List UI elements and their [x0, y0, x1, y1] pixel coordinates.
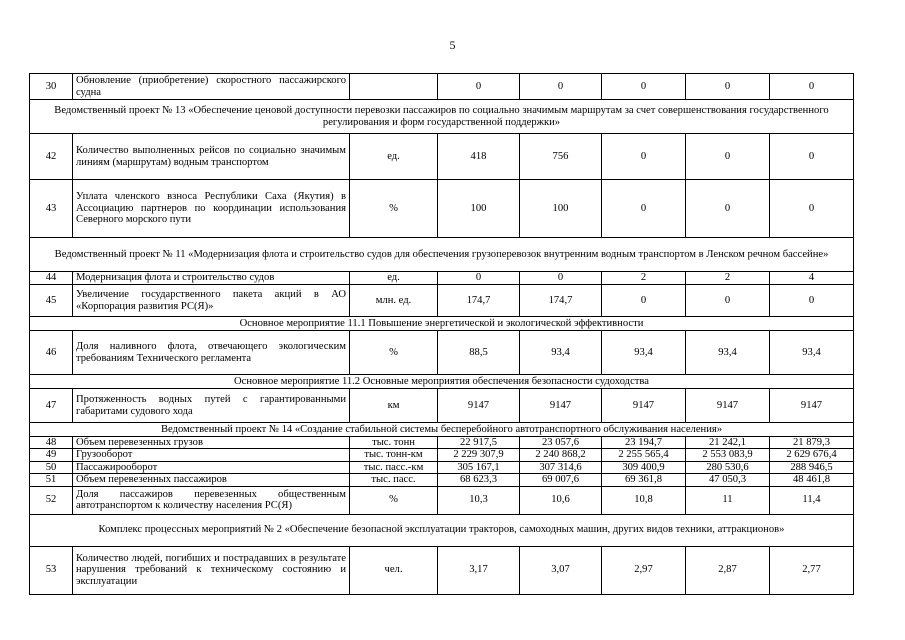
value-cell: 93,4 [602, 331, 686, 375]
section-title: Основное мероприятие 11.2 Основные мероприятия обеспечения безопасности судоходства [30, 375, 854, 389]
unit-cell: тыс. тонн-км [350, 449, 438, 461]
value-cell: 174,7 [520, 285, 602, 317]
value-cell: 0 [602, 285, 686, 317]
row-number: 50 [30, 461, 73, 473]
unit-cell: чел. [350, 546, 438, 594]
row-number: 53 [30, 546, 73, 594]
value-cell: 3,07 [520, 546, 602, 594]
value-cell: 88,5 [438, 331, 520, 375]
table-row [30, 389, 854, 423]
value-cell: 0 [770, 180, 854, 238]
indicator-name: Объем перевезенных пассажиров [73, 474, 350, 486]
indicator-name: Обновление (приобретение) скоростного пассажирского судна [73, 74, 350, 100]
section-header-row [30, 100, 854, 134]
value-cell: 23 194,7 [602, 437, 686, 449]
row-number: 45 [30, 285, 73, 317]
section-header-row [30, 423, 854, 437]
value-cell: 309 400,9 [602, 461, 686, 473]
value-cell: 2 553 083,9 [686, 449, 770, 461]
value-cell: 756 [520, 134, 602, 180]
row-number: 51 [30, 474, 73, 486]
value-cell: 0 [438, 272, 520, 285]
section-header-row [30, 514, 854, 546]
table-row [30, 134, 854, 180]
value-cell: 2 [602, 272, 686, 285]
indicator-name: Протяженность водных путей с гарантированными габаритами судового хода [73, 389, 350, 423]
row-number: 46 [30, 331, 73, 375]
table-row [30, 285, 854, 317]
table-row [30, 180, 854, 238]
value-cell: 48 461,8 [770, 474, 854, 486]
value-cell: 2 255 565,4 [602, 449, 686, 461]
value-cell: 4 [770, 272, 854, 285]
unit-cell: млн. ед. [350, 285, 438, 317]
section-header-row [30, 238, 854, 272]
unit-cell: % [350, 180, 438, 238]
value-cell: 10,6 [520, 486, 602, 514]
value-cell: 23 057,6 [520, 437, 602, 449]
value-cell: 288 946,5 [770, 461, 854, 473]
value-cell: 100 [520, 180, 602, 238]
value-cell: 2,77 [770, 546, 854, 594]
unit-cell: тыс. тонн [350, 437, 438, 449]
value-cell: 2,97 [602, 546, 686, 594]
indicator-name: Доля наливного флота, отвечающего экологическим требованиям Технического регламента [73, 331, 350, 375]
table-row [30, 272, 854, 285]
table-row [30, 74, 854, 100]
value-cell: 2 629 676,4 [770, 449, 854, 461]
value-cell: 305 167,1 [438, 461, 520, 473]
value-cell: 100 [438, 180, 520, 238]
indicator-name: Количество выполненных рейсов по социально значимым линиям (маршрутам) водным транспортом [73, 134, 350, 180]
row-number: 43 [30, 180, 73, 238]
value-cell: 10,3 [438, 486, 520, 514]
value-cell: 0 [602, 134, 686, 180]
value-cell: 0 [770, 285, 854, 317]
row-number: 49 [30, 449, 73, 461]
value-cell: 21 242,1 [686, 437, 770, 449]
section-title: Ведомственный проект № 11 «Модернизация флота и строительство судов для обеспечения грузоперевозок внутренним водным транспортом в Ленском речном бассейне» [30, 238, 854, 272]
unit-cell: % [350, 331, 438, 375]
indicators-table [29, 73, 854, 595]
table-body [30, 74, 854, 595]
value-cell: 0 [686, 180, 770, 238]
value-cell: 22 917,5 [438, 437, 520, 449]
row-number: 52 [30, 486, 73, 514]
value-cell: 174,7 [438, 285, 520, 317]
value-cell: 9147 [438, 389, 520, 423]
unit-cell [350, 74, 438, 100]
value-cell: 93,4 [686, 331, 770, 375]
table-row [30, 449, 854, 461]
section-title: Ведомственный проект № 13 «Обеспечение ценовой доступности перевозки пассажиров по социально значимым маршрутам за счет совершенствования государственного регулирования и форм государственной поддержки» [30, 100, 854, 134]
value-cell: 93,4 [770, 331, 854, 375]
page-number: 5 [449, 38, 456, 52]
value-cell: 307 314,6 [520, 461, 602, 473]
section-header-row [30, 317, 854, 331]
section-title: Комплекс процессных мероприятий № 2 «Обеспечение безопасной эксплуатации тракторов, самоходных машин, других видов техники, аттракционов» [30, 514, 854, 546]
value-cell: 9147 [602, 389, 686, 423]
indicator-name: Доля пассажиров перевезенных общественным автотранспортом к количеству населения РС(Я) [73, 486, 350, 514]
value-cell: 0 [520, 74, 602, 100]
indicator-name: Объем перевезенных грузов [73, 437, 350, 449]
indicator-name: Грузооборот [73, 449, 350, 461]
value-cell: 21 879,3 [770, 437, 854, 449]
value-cell: 2 240 868,2 [520, 449, 602, 461]
value-cell: 2 [686, 272, 770, 285]
indicator-name: Уплата членского взноса Республики Саха (Якутия) в Ассоциацию партнеров по координации использования Северного морского пути [73, 180, 350, 238]
indicator-name: Пассажирооборот [73, 461, 350, 473]
value-cell: 0 [686, 134, 770, 180]
value-cell: 47 050,3 [686, 474, 770, 486]
value-cell: 68 623,3 [438, 474, 520, 486]
value-cell: 0 [438, 74, 520, 100]
table-row [30, 486, 854, 514]
row-number: 44 [30, 272, 73, 285]
unit-cell: тыс. пасс.-км [350, 461, 438, 473]
value-cell: 0 [520, 272, 602, 285]
value-cell: 0 [602, 180, 686, 238]
table-row [30, 437, 854, 449]
value-cell: 11 [686, 486, 770, 514]
value-cell: 69 361,8 [602, 474, 686, 486]
indicator-name: Модернизация флота и строительство судов [73, 272, 350, 285]
value-cell: 280 530,6 [686, 461, 770, 473]
table-row [30, 474, 854, 486]
value-cell: 418 [438, 134, 520, 180]
value-cell: 3,17 [438, 546, 520, 594]
table-row [30, 546, 854, 594]
table-row [30, 331, 854, 375]
row-number: 42 [30, 134, 73, 180]
value-cell: 0 [770, 74, 854, 100]
indicator-name: Количество людей, погибших и пострадавших в результате нарушения требований к техническому состоянию и эксплуатации [73, 546, 350, 594]
value-cell: 69 007,6 [520, 474, 602, 486]
value-cell: 93,4 [520, 331, 602, 375]
indicator-name: Увеличение государственного пакета акций в АО «Корпорация развития РС(Я)» [73, 285, 350, 317]
unit-cell: км [350, 389, 438, 423]
value-cell: 0 [686, 285, 770, 317]
value-cell: 10,8 [602, 486, 686, 514]
unit-cell: % [350, 486, 438, 514]
section-title: Ведомственный проект № 14 «Создание стабильной системы бесперебойного автотранспортного обслуживания населения» [30, 423, 854, 437]
row-number: 48 [30, 437, 73, 449]
value-cell: 9147 [520, 389, 602, 423]
row-number: 30 [30, 74, 73, 100]
value-cell: 11,4 [770, 486, 854, 514]
value-cell: 9147 [686, 389, 770, 423]
table-row [30, 461, 854, 473]
value-cell: 9147 [770, 389, 854, 423]
value-cell: 0 [602, 74, 686, 100]
unit-cell: тыс. пасс. [350, 474, 438, 486]
value-cell: 0 [686, 74, 770, 100]
value-cell: 2,87 [686, 546, 770, 594]
value-cell: 2 229 307,9 [438, 449, 520, 461]
unit-cell: ед. [350, 272, 438, 285]
row-number: 47 [30, 389, 73, 423]
value-cell: 0 [770, 134, 854, 180]
section-title: Основное мероприятие 11.1 Повышение энергетической и экологической эффективности [30, 317, 854, 331]
section-header-row [30, 375, 854, 389]
unit-cell: ед. [350, 134, 438, 180]
